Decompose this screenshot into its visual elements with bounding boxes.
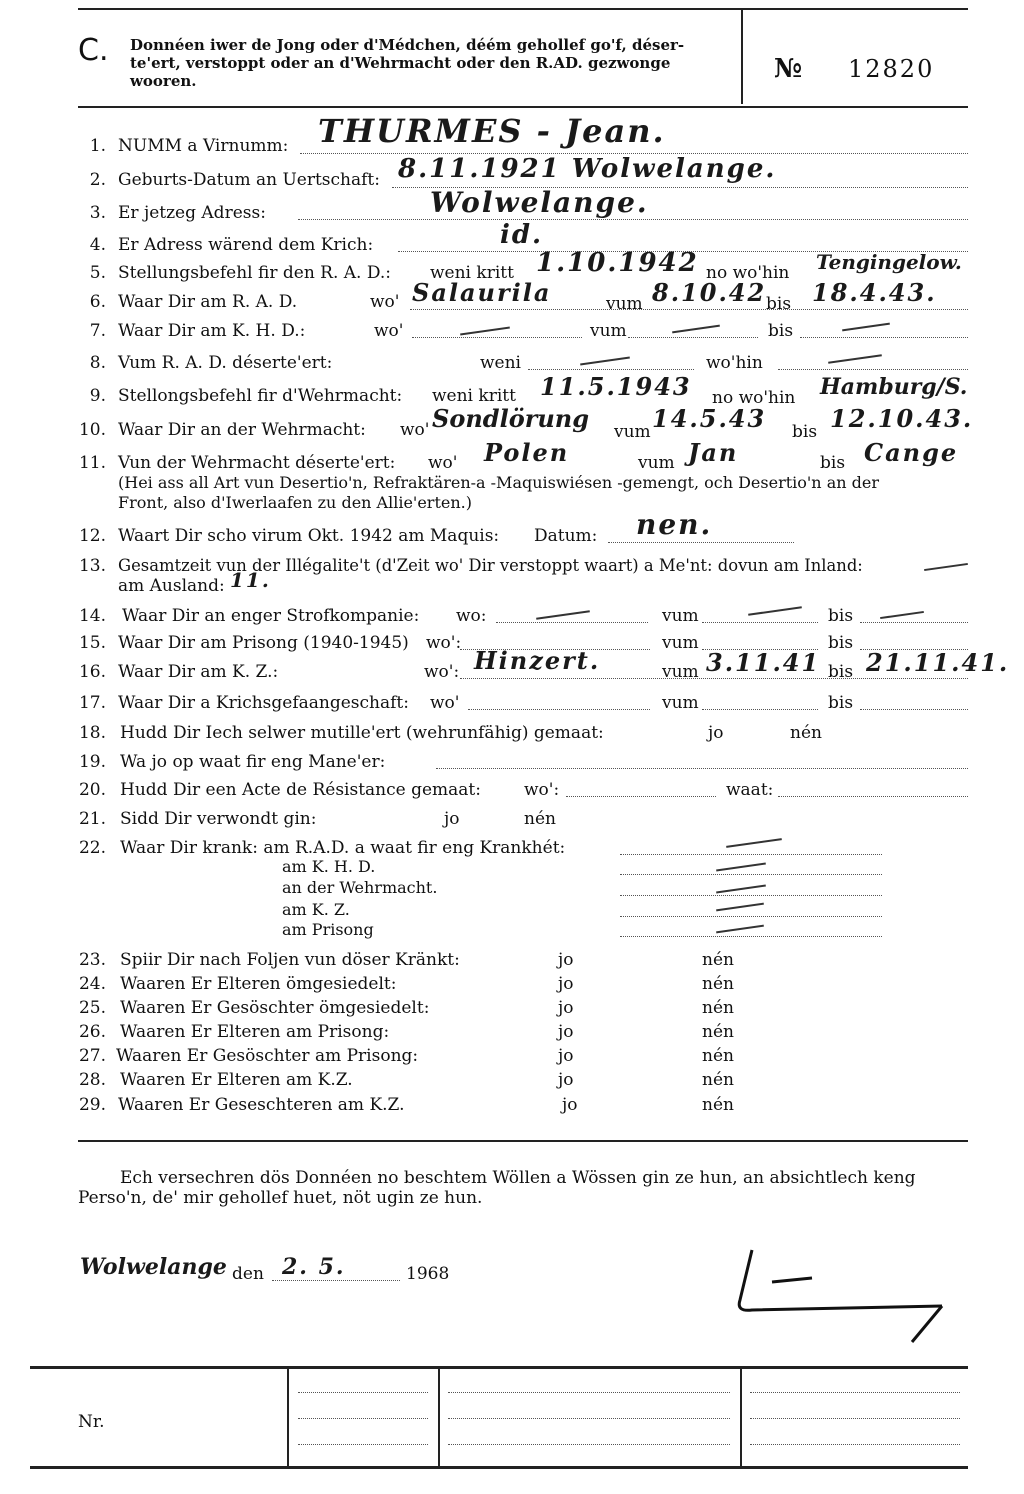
option-nen: nén bbox=[702, 974, 734, 994]
value-desert-place: Polen bbox=[484, 438, 570, 467]
footer-bottom-rule bbox=[30, 1466, 968, 1469]
yesno-label: Spiir Dir nach Foljen vun döser Kränkt: bbox=[120, 950, 460, 970]
item-number: 19. bbox=[78, 752, 106, 772]
item-number: 27. bbox=[78, 1046, 106, 1066]
label-bis: bis bbox=[828, 693, 854, 713]
option-jo: jo bbox=[558, 950, 574, 970]
option-nen: nén bbox=[702, 1095, 734, 1115]
label-pow: Waar Dir a Krichsgefaangeschaft: bbox=[118, 693, 409, 713]
line-khd-from bbox=[628, 337, 758, 338]
footer-dotted-line bbox=[448, 1392, 730, 1393]
option-jo: jo bbox=[558, 974, 574, 994]
label-weni-kritt: weni kritt bbox=[432, 386, 516, 406]
declaration-rule bbox=[78, 1140, 968, 1142]
item-number: 6. bbox=[89, 292, 106, 312]
item-number: 22. bbox=[78, 838, 106, 858]
label-illegality: Gesamtzeit vun der Illégalite't (d'Zeit wo' Dir verstoppt waart) a Me'nt: dovun am Inland: bbox=[118, 556, 863, 575]
option-jo: jo bbox=[558, 1046, 574, 1066]
dash-mark bbox=[716, 925, 764, 934]
line-date bbox=[272, 1280, 400, 1281]
label-wehrmacht-order: Stellongsbefehl fir d'Wehrmacht: bbox=[118, 386, 403, 406]
label-datum: Datum: bbox=[534, 526, 598, 546]
dash-mark bbox=[880, 611, 924, 619]
value-rad-order-date: 1.10.1942 bbox=[536, 248, 699, 278]
line-khd-place bbox=[412, 337, 582, 338]
footer-col-divider bbox=[287, 1366, 289, 1466]
label-maquis: Waart Dir scho virum Okt. 1942 am Maquis: bbox=[118, 526, 500, 546]
line-strof-place bbox=[496, 622, 648, 623]
value-kz-to: 21.11.41. bbox=[866, 648, 1010, 677]
sick-sub-khd: am K. H. D. bbox=[282, 857, 376, 876]
value-rad-from: 8.10.42 bbox=[652, 278, 767, 307]
number-label: № bbox=[774, 54, 803, 84]
header-bottom-rule bbox=[78, 106, 968, 108]
footer-dotted-line bbox=[448, 1418, 730, 1419]
label-bis: bis bbox=[828, 606, 854, 626]
value-rad-place: Salaurila bbox=[412, 278, 552, 307]
label-wohin: wo'hin bbox=[706, 353, 763, 373]
footer-dotted-line bbox=[750, 1392, 960, 1393]
value-wehrmacht-to: 12.10.43. bbox=[830, 404, 974, 433]
declaration-line-2: Perso'n, de' mir gehollef huet, nöt ugin ze hun. bbox=[78, 1188, 483, 1208]
label-ausland: am Ausland: bbox=[118, 576, 225, 596]
intro-line: wooren. bbox=[130, 72, 197, 90]
label-vum: vum bbox=[662, 662, 699, 682]
footer-dotted-line bbox=[298, 1418, 428, 1419]
line-pow-to bbox=[860, 709, 968, 710]
dash-mark bbox=[716, 885, 766, 894]
label-wo: wo' bbox=[428, 453, 458, 473]
value-ausland: 11. bbox=[230, 568, 271, 592]
yesno-label: Waaren Er Elteren am Prisong: bbox=[120, 1022, 390, 1042]
label-bis: bis bbox=[828, 633, 854, 653]
line-resistance-place bbox=[566, 796, 716, 797]
dash-mark bbox=[924, 563, 968, 571]
option-nen: nén bbox=[702, 1022, 734, 1042]
sick-sub-wehrmacht: an der Wehrmacht. bbox=[282, 878, 438, 897]
value-kz-from: 3.11.41 bbox=[706, 648, 821, 677]
declaration-line-1: Ech versechren dös Donnéen no beschtem Wöllen a Wössen gin ze hun, an absichtlech keng bbox=[120, 1168, 916, 1188]
footer-col-divider bbox=[740, 1366, 742, 1466]
yesno-label: Waaren Er Geseschteren am K.Z. bbox=[118, 1095, 405, 1115]
label-khd: Waar Dir am K. H. D.: bbox=[118, 321, 306, 341]
label-weni: weni bbox=[480, 353, 521, 373]
option-jo: jo bbox=[444, 809, 460, 829]
label-no-wohin: no wo'hin bbox=[712, 388, 796, 408]
label-kz: Waar Dir am K. Z.: bbox=[118, 662, 279, 682]
label-bis: bis bbox=[792, 422, 818, 442]
label-vum: vum bbox=[662, 606, 699, 626]
label-wehrmacht-desert: Vun der Wehrmacht déserte'ert: bbox=[118, 453, 396, 473]
option-nen: nén bbox=[702, 998, 734, 1018]
section-letter: C. bbox=[78, 33, 109, 68]
dash-mark bbox=[748, 606, 802, 615]
label-wehrmacht: Waar Dir an der Wehrmacht: bbox=[118, 420, 366, 440]
value-desert-to: Cange bbox=[864, 438, 959, 467]
value-desert-from: Jan bbox=[688, 438, 739, 467]
item-number: 26. bbox=[78, 1022, 106, 1042]
sick-sub-prisong: am Prisong bbox=[282, 920, 374, 939]
value-maquis-date: nen. bbox=[636, 508, 713, 541]
label-nr: Nr. bbox=[78, 1412, 105, 1432]
dash-mark bbox=[460, 327, 510, 336]
footer-dotted-line bbox=[750, 1418, 960, 1419]
label-vum: vum bbox=[590, 321, 627, 341]
option-jo: jo bbox=[558, 1022, 574, 1042]
item-number: 1. bbox=[89, 136, 106, 156]
value-name: THURMES - Jean. bbox=[318, 112, 666, 150]
item-number: 12. bbox=[78, 526, 106, 546]
line-resistance-what bbox=[778, 796, 968, 797]
value-wehrmacht-order-date: 11.5.1943 bbox=[540, 372, 692, 401]
note-desertion-2: Front, also d'Iwerlaafen zu den Allie'erten.) bbox=[118, 493, 472, 512]
label-vum: vum bbox=[662, 693, 699, 713]
label-rad-order: Stellungsbefehl fir den R. A. D.: bbox=[118, 263, 392, 283]
label-wounded: Sidd Dir verwondt gin: bbox=[120, 809, 317, 829]
signature bbox=[712, 1240, 982, 1350]
dash-mark bbox=[580, 357, 630, 366]
dash-mark bbox=[828, 354, 882, 363]
option-nen: nén bbox=[702, 1046, 734, 1066]
line-maquis-date bbox=[608, 542, 794, 543]
value-wehrmacht-from: 14.5.43 bbox=[652, 404, 767, 433]
item-number: 15. bbox=[78, 633, 106, 653]
label-wo: wo' bbox=[400, 420, 430, 440]
note-desertion: (Hei ass all Art vun Desertio'n, Refraktären-a -Maquiswiésen -gemengt, och Desertio'n an der bbox=[118, 473, 879, 492]
place-value: Wolwelange bbox=[80, 1254, 227, 1280]
value-rad-to: 18.4.43. bbox=[812, 278, 937, 307]
option-jo: jo bbox=[708, 723, 724, 743]
value-wehrmacht-order-place: Hamburg/S. bbox=[820, 374, 968, 400]
dash-mark bbox=[672, 325, 720, 334]
footer-top-rule bbox=[30, 1366, 968, 1369]
value-rad-order-place: Tengingelow. bbox=[816, 250, 962, 274]
item-number: 3. bbox=[89, 203, 106, 223]
item-number: 23. bbox=[78, 950, 106, 970]
label-bis: bis bbox=[766, 294, 792, 314]
yesno-label: Waaren Er Gesöschter ömgesiedelt: bbox=[120, 998, 430, 1018]
item-number: 10. bbox=[78, 420, 106, 440]
label-wo: wo': bbox=[424, 662, 460, 682]
option-nen: nén bbox=[702, 950, 734, 970]
line-kz bbox=[460, 678, 968, 679]
line-rad-desert-where bbox=[778, 369, 968, 370]
line-sick-kz bbox=[620, 916, 882, 917]
label-vum: vum bbox=[638, 453, 675, 473]
label-manner: Wa jo op waat fir eng Mane'er: bbox=[120, 752, 386, 772]
value-address: Wolwelange. bbox=[430, 186, 649, 219]
item-number: 21. bbox=[78, 809, 106, 829]
option-nen: nén bbox=[524, 809, 556, 829]
date-year: 1968 bbox=[406, 1264, 450, 1284]
line-sick-wehrmacht bbox=[620, 895, 882, 896]
label-weni-kritt: weni kritt bbox=[430, 263, 514, 283]
item-number: 4. bbox=[89, 235, 106, 255]
header-divider bbox=[741, 8, 743, 104]
footer-col-divider bbox=[438, 1366, 440, 1466]
item-number: 13. bbox=[78, 556, 106, 576]
form-number: 12820 bbox=[848, 55, 935, 83]
line-sick-rad bbox=[620, 854, 882, 855]
item-number: 14. bbox=[78, 606, 106, 626]
footer-dotted-line bbox=[750, 1444, 960, 1445]
label-vum: vum bbox=[614, 422, 651, 442]
label-wo: wo' bbox=[374, 321, 404, 341]
label-prisong: Waar Dir am Prisong (1940-1945) bbox=[118, 633, 409, 653]
item-number: 18. bbox=[78, 723, 106, 743]
dash-mark bbox=[536, 610, 590, 619]
line-khd-to bbox=[800, 337, 968, 338]
item-number: 5. bbox=[89, 263, 106, 283]
label-den: den bbox=[232, 1264, 264, 1284]
label-vum: vum bbox=[606, 294, 643, 314]
dash-mark bbox=[716, 903, 764, 912]
option-nen: nén bbox=[790, 723, 822, 743]
item-number: 25. bbox=[78, 998, 106, 1018]
label-wo: wo' bbox=[430, 693, 460, 713]
yesno-label: Waaren Er Gesöschter am Prisong: bbox=[116, 1046, 419, 1066]
label-wo: wo: bbox=[456, 606, 487, 626]
footer-dotted-line bbox=[448, 1444, 730, 1445]
label-address: Er jetzeg Adress: bbox=[118, 203, 266, 223]
option-jo: jo bbox=[558, 1070, 574, 1090]
line-rad bbox=[410, 309, 968, 310]
item-number: 8. bbox=[89, 353, 106, 373]
item-number: 11. bbox=[78, 453, 106, 473]
label-wo: wo' bbox=[370, 292, 400, 312]
header-top-border bbox=[78, 8, 968, 10]
item-number: 7. bbox=[89, 321, 106, 341]
item-number: 17. bbox=[78, 693, 106, 713]
value-wehrmacht-place: Sondlörung bbox=[432, 404, 590, 433]
line-pow-from bbox=[702, 709, 818, 710]
label-resistance: Hudd Dir een Acte de Résistance gemaat: bbox=[120, 780, 481, 800]
label-bis: bis bbox=[768, 321, 794, 341]
date-value: 2. 5. bbox=[282, 1254, 346, 1280]
value-kz-place: Hinzert. bbox=[474, 646, 601, 675]
item-number: 24. bbox=[78, 974, 106, 994]
line-strof-from bbox=[702, 622, 818, 623]
sick-sub-kz: am K. Z. bbox=[282, 900, 350, 919]
line-manner bbox=[436, 768, 968, 769]
label-sick: Waar Dir krank: am R.A.D. a waat fir eng Krankhét: bbox=[120, 838, 566, 858]
item-number: 20. bbox=[78, 780, 106, 800]
dash-mark bbox=[842, 323, 890, 332]
item-number: 16. bbox=[78, 662, 106, 682]
label-wo: wo': bbox=[524, 780, 560, 800]
label-vum: vum bbox=[662, 633, 699, 653]
label-strofkompanie: Waar Dir an enger Strofkompanie: bbox=[122, 606, 420, 626]
line-address bbox=[298, 219, 968, 220]
item-number: 28. bbox=[78, 1070, 106, 1090]
line-sick-prisong bbox=[620, 936, 882, 937]
line-rad-desert-when bbox=[528, 369, 694, 370]
label-war-address: Er Adress wärend dem Krich: bbox=[118, 235, 374, 255]
label-no-wohin: no wo'hin bbox=[706, 263, 790, 283]
intro-line: te'ert, verstoppt oder an d'Wehrmacht oder den R.AD. gezwonge bbox=[130, 54, 671, 72]
intro-line: Donnéen iwer de Jong oder d'Médchen, déém gehollef go'f, déser- bbox=[130, 36, 685, 54]
option-jo: jo bbox=[558, 998, 574, 1018]
line-strof-to bbox=[860, 622, 968, 623]
dash-mark bbox=[726, 838, 782, 848]
item-number: 29. bbox=[78, 1095, 106, 1115]
footer-dotted-line bbox=[298, 1392, 428, 1393]
option-nen: nén bbox=[702, 1070, 734, 1090]
item-number: 9. bbox=[89, 386, 106, 406]
line-pow-place bbox=[468, 709, 650, 710]
header-intro bbox=[130, 36, 684, 90]
item-number: 2. bbox=[89, 170, 106, 190]
yesno-label: Waaren Er Elteren ömgesiedelt: bbox=[120, 974, 397, 994]
footer-dotted-line bbox=[298, 1444, 428, 1445]
label-mutilate: Hudd Dir Iech selwer mutille'ert (wehrunfähig) gemaat: bbox=[120, 723, 604, 743]
option-jo: jo bbox=[562, 1095, 578, 1115]
value-birth: 8.11.1921 Wolwelange. bbox=[398, 154, 777, 184]
dash-mark bbox=[716, 863, 766, 872]
yesno-label: Waaren Er Elteren am K.Z. bbox=[120, 1070, 353, 1090]
label-bis: bis bbox=[820, 453, 846, 473]
label-birth: Geburts-Datum an Uertschaft: bbox=[118, 170, 380, 190]
label-bis: bis bbox=[828, 662, 854, 682]
line-sick-khd bbox=[620, 874, 882, 875]
value-war-address: id. bbox=[500, 220, 544, 250]
label-rad: Waar Dir am R. A. D. bbox=[118, 292, 298, 312]
label-waat: waat: bbox=[726, 780, 774, 800]
label-name: NUMM a Virnumm: bbox=[118, 136, 289, 156]
label-wo: wo': bbox=[426, 633, 462, 653]
label-rad-desert: Vum R. A. D. déserte'ert: bbox=[118, 353, 333, 373]
